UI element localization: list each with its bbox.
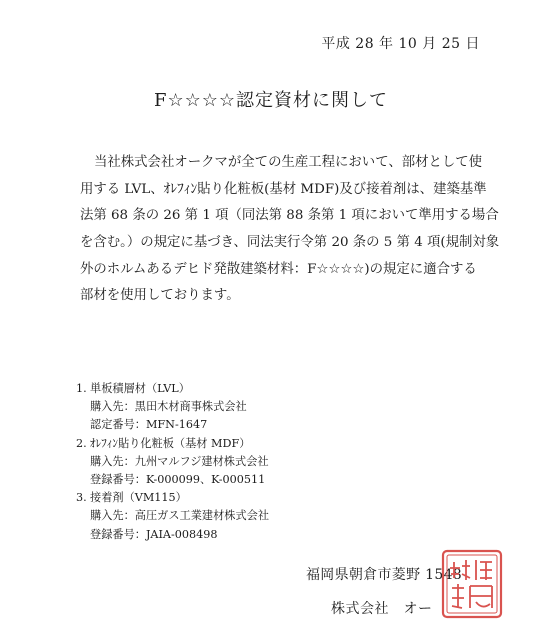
material-name xyxy=(76,489,269,507)
material-cert: 登録番号：K-000099、K-000511 xyxy=(90,472,266,486)
material-number: 2. xyxy=(76,436,87,450)
company-seal-stamp xyxy=(440,548,504,620)
material-supplier: 購入先：黒田木材商事株式会社 xyxy=(90,400,247,414)
material-supplier: 購入先：九州マルフジ建材株式会社 xyxy=(90,454,269,468)
body-line: 法第 68 条の 26 第 1 項（同法第 88 条第 1 項において準用する場合 xyxy=(80,208,499,224)
material-number: 1. xyxy=(76,382,87,395)
materials-list xyxy=(76,380,269,544)
company-address: 福岡県朝倉市菱野 1548 xyxy=(306,567,462,583)
company-name: 株式会社 オー xyxy=(331,601,433,617)
material-name xyxy=(76,435,269,453)
body-line: 当社株式会社オークマが全ての生産工程において、部材として使 xyxy=(94,155,483,170)
material-supplier: 購入先：高圧ガス工業建材株式会社 xyxy=(90,509,270,523)
material-cert: 認定番号：MFN-1647 xyxy=(90,418,208,432)
body-line: 外のホルムあるデヒド発散建築材料：F☆☆☆☆)の規定に適合する xyxy=(80,261,477,277)
body-line: 用する LVL、ｵﾚﾌｨﾝ貼り化粧板(基材 MDF)及び接着剤は、建築基準 xyxy=(80,181,487,197)
material-name xyxy=(76,380,269,398)
material-cert: 登録番号：JAIA-008498 xyxy=(90,527,218,541)
material-name-text: 単板積層材（LVL） xyxy=(90,382,190,395)
material-name-text: 接着剤（VM115） xyxy=(90,491,187,505)
document-title: F☆☆☆☆認定資材に関して xyxy=(153,90,389,111)
body-line: 部材を使用しております。 xyxy=(80,288,240,304)
body-paragraph xyxy=(80,150,500,310)
document-date: 平成 28 年 10 月 25 日 xyxy=(321,36,480,52)
material-name-text: ｵﾚﾌｨﾝ貼り化粧板（基材 MDF） xyxy=(90,436,251,450)
body-line: を含む。）の規定に基づき、同法実行令第 20 条の 5 第 4 項(規制対象 xyxy=(80,235,500,251)
material-number: 3. xyxy=(76,491,87,505)
